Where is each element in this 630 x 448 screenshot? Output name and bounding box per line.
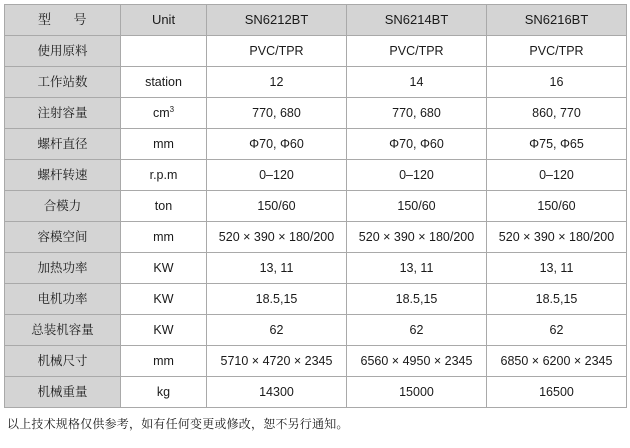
row-value: 18.5,15 bbox=[207, 284, 347, 315]
row-label: 电机功率 bbox=[5, 284, 121, 315]
row-unit: KW bbox=[121, 253, 207, 284]
row-unit: kg bbox=[121, 377, 207, 408]
table-row bbox=[5, 253, 627, 284]
row-value: 14300 bbox=[207, 377, 347, 408]
row-value: PVC/TPR bbox=[487, 36, 627, 67]
row-value: 150/60 bbox=[487, 191, 627, 222]
header-unit-cell: Unit bbox=[121, 5, 207, 36]
row-value: Φ75, Φ65 bbox=[487, 129, 627, 160]
row-value: 14 bbox=[347, 67, 487, 98]
row-value: 770, 680 bbox=[347, 98, 487, 129]
row-unit: mm bbox=[121, 346, 207, 377]
row-value: 860, 770 bbox=[487, 98, 627, 129]
table-row bbox=[5, 98, 627, 129]
row-value: Φ70, Φ60 bbox=[347, 129, 487, 160]
row-label: 机械重量 bbox=[5, 377, 121, 408]
row-value: 16 bbox=[487, 67, 627, 98]
row-value: 520 × 390 × 180/200 bbox=[487, 222, 627, 253]
row-value: 15000 bbox=[347, 377, 487, 408]
row-value: 6850 × 6200 × 2345 bbox=[487, 346, 627, 377]
row-label: 总装机容量 bbox=[5, 315, 121, 346]
row-label: 容模空间 bbox=[5, 222, 121, 253]
table-row bbox=[5, 191, 627, 222]
table-row bbox=[5, 377, 627, 408]
table-row bbox=[5, 67, 627, 98]
row-value: 5710 × 4720 × 2345 bbox=[207, 346, 347, 377]
row-value: 0–120 bbox=[207, 160, 347, 191]
row-value: 13, 11 bbox=[347, 253, 487, 284]
row-unit bbox=[121, 36, 207, 67]
row-unit: ton bbox=[121, 191, 207, 222]
specifications-table bbox=[4, 4, 627, 408]
row-label: 工作站数 bbox=[5, 67, 121, 98]
table-row bbox=[5, 222, 627, 253]
row-value: PVC/TPR bbox=[207, 36, 347, 67]
row-unit: KW bbox=[121, 284, 207, 315]
row-unit-text: cm bbox=[152, 105, 170, 120]
header-model-sn6214bt: SN6214BT bbox=[347, 5, 487, 36]
row-value: 18.5,15 bbox=[347, 284, 487, 315]
table-row bbox=[5, 129, 627, 160]
header-model-char2: 号 bbox=[73, 11, 88, 27]
header-model-sn6212bt: SN6212BT bbox=[207, 5, 347, 36]
row-value: 0–120 bbox=[487, 160, 627, 191]
row-value: PVC/TPR bbox=[347, 36, 487, 67]
row-value: 150/60 bbox=[347, 191, 487, 222]
row-value: 12 bbox=[207, 67, 347, 98]
footnote-text: 以上技术规格仅供参考，如有任何变更或修改，恕不另行通知。 bbox=[7, 417, 349, 431]
header-model-char1: 型 bbox=[37, 11, 52, 27]
row-label: 加热功率 bbox=[5, 253, 121, 284]
row-value: 18.5,15 bbox=[487, 284, 627, 315]
header-model-sn6216bt: SN6216BT bbox=[487, 5, 627, 36]
row-value: 770, 680 bbox=[207, 98, 347, 129]
row-value: 62 bbox=[207, 315, 347, 346]
row-label: 机械尺寸 bbox=[5, 346, 121, 377]
row-unit: KW bbox=[121, 315, 207, 346]
row-value: 62 bbox=[487, 315, 627, 346]
row-unit: mm bbox=[121, 222, 207, 253]
table-row bbox=[5, 315, 627, 346]
row-label: 螺杆转速 bbox=[5, 160, 121, 191]
row-value: 13, 11 bbox=[487, 253, 627, 284]
row-unit: mm bbox=[121, 129, 207, 160]
row-value: 520 × 390 × 180/200 bbox=[207, 222, 347, 253]
row-value: 0–120 bbox=[347, 160, 487, 191]
row-unit: station bbox=[121, 67, 207, 98]
row-label: 螺杆直径 bbox=[5, 129, 121, 160]
row-value: 13, 11 bbox=[207, 253, 347, 284]
row-unit bbox=[121, 98, 207, 129]
table-header-row bbox=[5, 5, 627, 36]
header-model-cell bbox=[5, 5, 121, 36]
row-unit: r.p.m bbox=[121, 160, 207, 191]
row-label: 注射容量 bbox=[5, 98, 121, 129]
table-row bbox=[5, 284, 627, 315]
row-value: 520 × 390 × 180/200 bbox=[347, 222, 487, 253]
table-row bbox=[5, 346, 627, 377]
row-value: 16500 bbox=[487, 377, 627, 408]
row-value: 6560 × 4950 × 2345 bbox=[347, 346, 487, 377]
row-value: 62 bbox=[347, 315, 487, 346]
table-row bbox=[5, 36, 627, 67]
row-unit-superscript: 3 bbox=[169, 104, 175, 114]
row-value: 150/60 bbox=[207, 191, 347, 222]
table-row bbox=[5, 160, 627, 191]
row-label: 使用原料 bbox=[5, 36, 121, 67]
row-value: Φ70, Φ60 bbox=[207, 129, 347, 160]
row-label: 合模力 bbox=[5, 191, 121, 222]
